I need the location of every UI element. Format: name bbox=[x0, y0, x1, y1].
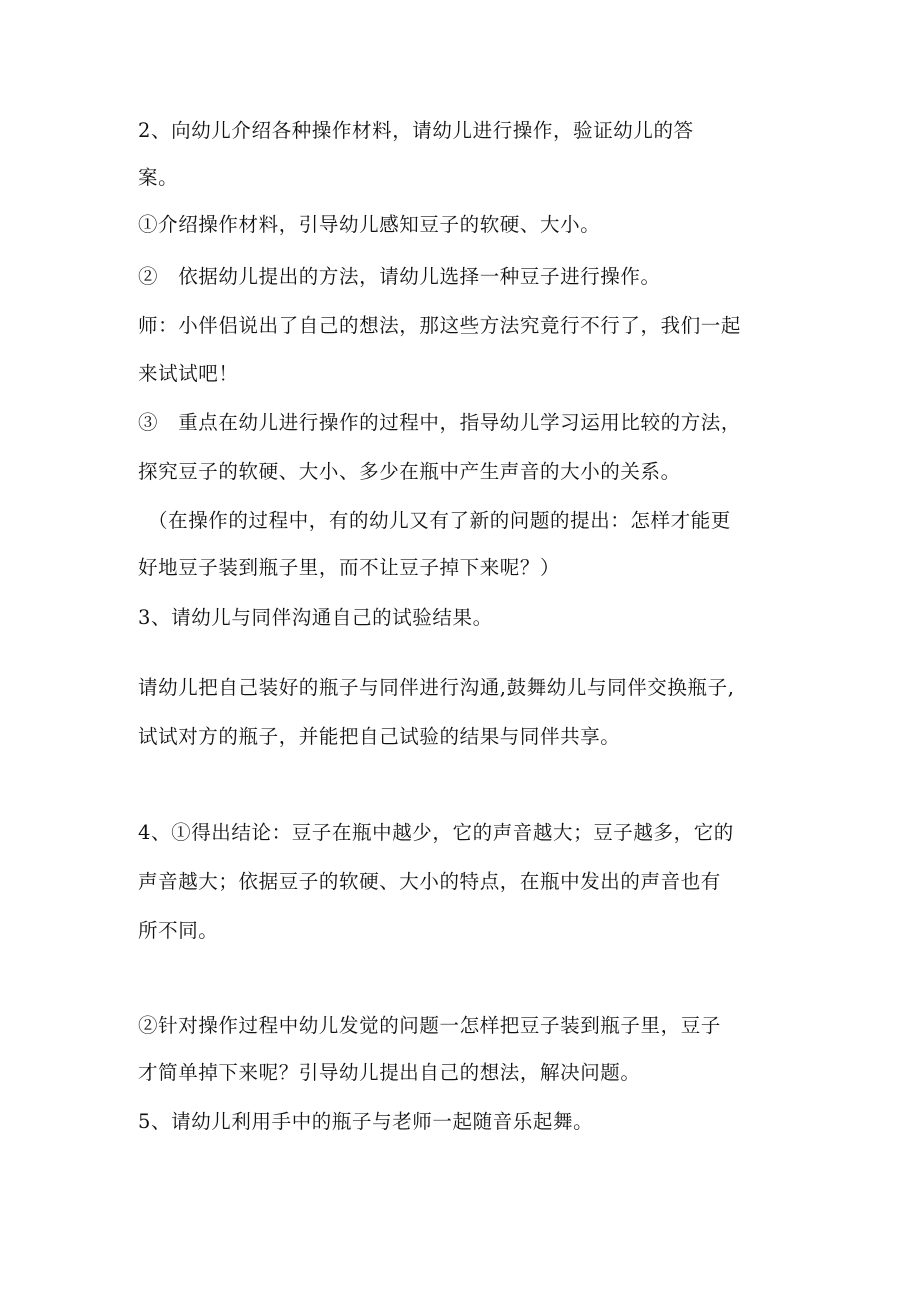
text-line-step2-cont: 案。 bbox=[138, 166, 179, 189]
text-line-substep3: ③ 重点在幼儿进行操作的过程中，指导幼儿学习运用比较的方法， bbox=[138, 411, 742, 434]
text-line-step4-substep2-cont: 才简单掉下来呢？引导幼儿提出自己的想法，解决问题。 bbox=[138, 1061, 641, 1084]
text-line-step3: 3、请幼儿与同伴沟通自己的试验结果。 bbox=[138, 606, 493, 629]
text-line-step3-detail: 请幼儿把自己装好的瓶子与同伴进行沟通,鼓舞幼儿与同伴交换瓶子, bbox=[138, 676, 735, 699]
text-line-teacher: 师：小伴侣说出了自己的想法，那这些方法究竟行不行了，我们一起 bbox=[138, 314, 742, 337]
text-line-step3-detail-cont: 试试对方的瓶子，并能把自己试验的结果与同伴共享。 bbox=[138, 725, 621, 748]
text-line-substep1: ①介绍操作材料，引导幼儿感知豆子的软硬、大小。 bbox=[138, 213, 601, 236]
text-line-step4-cont2: 所不同。 bbox=[138, 919, 219, 942]
text-line-step4-substep2: ②针对操作过程中幼儿发觉的问题一怎样把豆子装到瓶子里，豆子 bbox=[138, 1014, 721, 1037]
text-line-note-cont: 好地豆子装到瓶子里，而不让豆子掉下来呢？） bbox=[138, 556, 561, 579]
text-line-step5: 5、请幼儿利用手中的瓶子与老师一起随音乐起舞。 bbox=[138, 1110, 594, 1133]
text-line-substep3-cont: 探究豆子的软硬、大小、多少在瓶中产生声音的大小的关系。 bbox=[138, 460, 681, 483]
text-line-step4-cont1: 声音越大；依据豆子的软硬、大小的特点，在瓶中发出的声音也有 bbox=[138, 870, 721, 893]
text-line-substep2: ② 依据幼儿提出的方法，请幼儿选择一种豆子进行操作。 bbox=[138, 265, 661, 288]
text-line-step4: 4、①得出结论：豆子在瓶中越少，它的声音越大；豆子越多，它的 bbox=[138, 821, 734, 844]
text-line-note: （在操作的过程中，有的幼儿又有了新的问题的提出：怎样才能更 bbox=[148, 509, 731, 532]
text-line-step2: 2、向幼儿介绍各种操作材料，请幼儿进行操作，验证幼儿的答 bbox=[138, 119, 694, 142]
text-line-teacher-cont: 来试试吧！ bbox=[138, 362, 239, 385]
